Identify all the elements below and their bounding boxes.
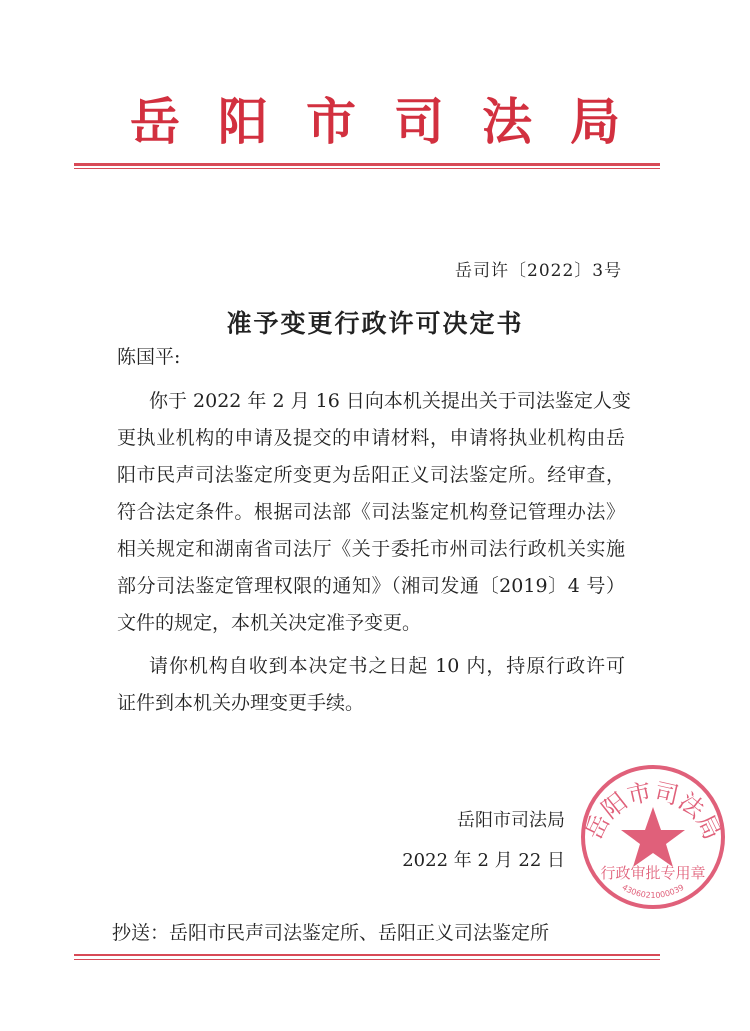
body-line: 证件到本机关办理变更手续。 [117,692,365,714]
body-line: 部分司法鉴定管理权限的通知》（湘司发通〔2019〕4 号） [117,575,625,597]
header-divider-thin [74,168,660,169]
body-line: 更执业机构的申请及提交的申请材料，申请将执业机构由岳 [117,427,625,449]
org-char: 市 [306,92,356,151]
org-char: 法 [482,92,532,151]
org-char: 阳 [218,92,268,151]
official-seal [578,762,728,912]
svg-text:行政审批专用章: 行政审批专用章 [600,864,706,882]
addressee: 陈国平: [117,346,181,368]
document-number: 岳司许〔2022〕3号 [455,261,623,281]
body-line: 你于 2022 年 2 月 16 日向本机关提出关于司法鉴定人变 [149,390,631,412]
org-char: 局 [570,92,620,151]
footer-divider-thin [74,959,660,960]
organization-header [130,92,620,152]
org-char: 司 [394,92,444,151]
body-line: 请你机构自收到本决定书之日起 10 内，持原行政许可 [149,655,625,677]
org-char: 岳 [130,92,180,151]
svg-text:岳阳市司法局: 岳阳市司法局 [579,777,727,844]
body-line: 符合法定条件。根据司法部《司法鉴定机构登记管理办法》 [117,501,625,523]
document-title: 准予变更行政许可决定书 [226,309,524,338]
body-line: 阳市民声司法鉴定所变更为岳阳正义司法鉴定所。经审查， [117,464,625,486]
body-line: 相关规定和湖南省司法厅《关于委托市州司法行政机关实施 [117,538,625,560]
footer-divider-thick [74,954,660,956]
header-divider-thick [74,163,660,166]
svg-text:4306021000039: 4306021000039 [620,882,686,901]
carbon-copy: 抄送：岳阳市民声司法鉴定所、岳阳正义司法鉴定所 [112,922,550,944]
body-line: 文件的规定，本机关决定准予变更。 [117,612,422,634]
signature-organization: 岳阳市司法局 [457,810,565,831]
signature-date: 2022 年 2 月 22 日 [402,850,565,871]
